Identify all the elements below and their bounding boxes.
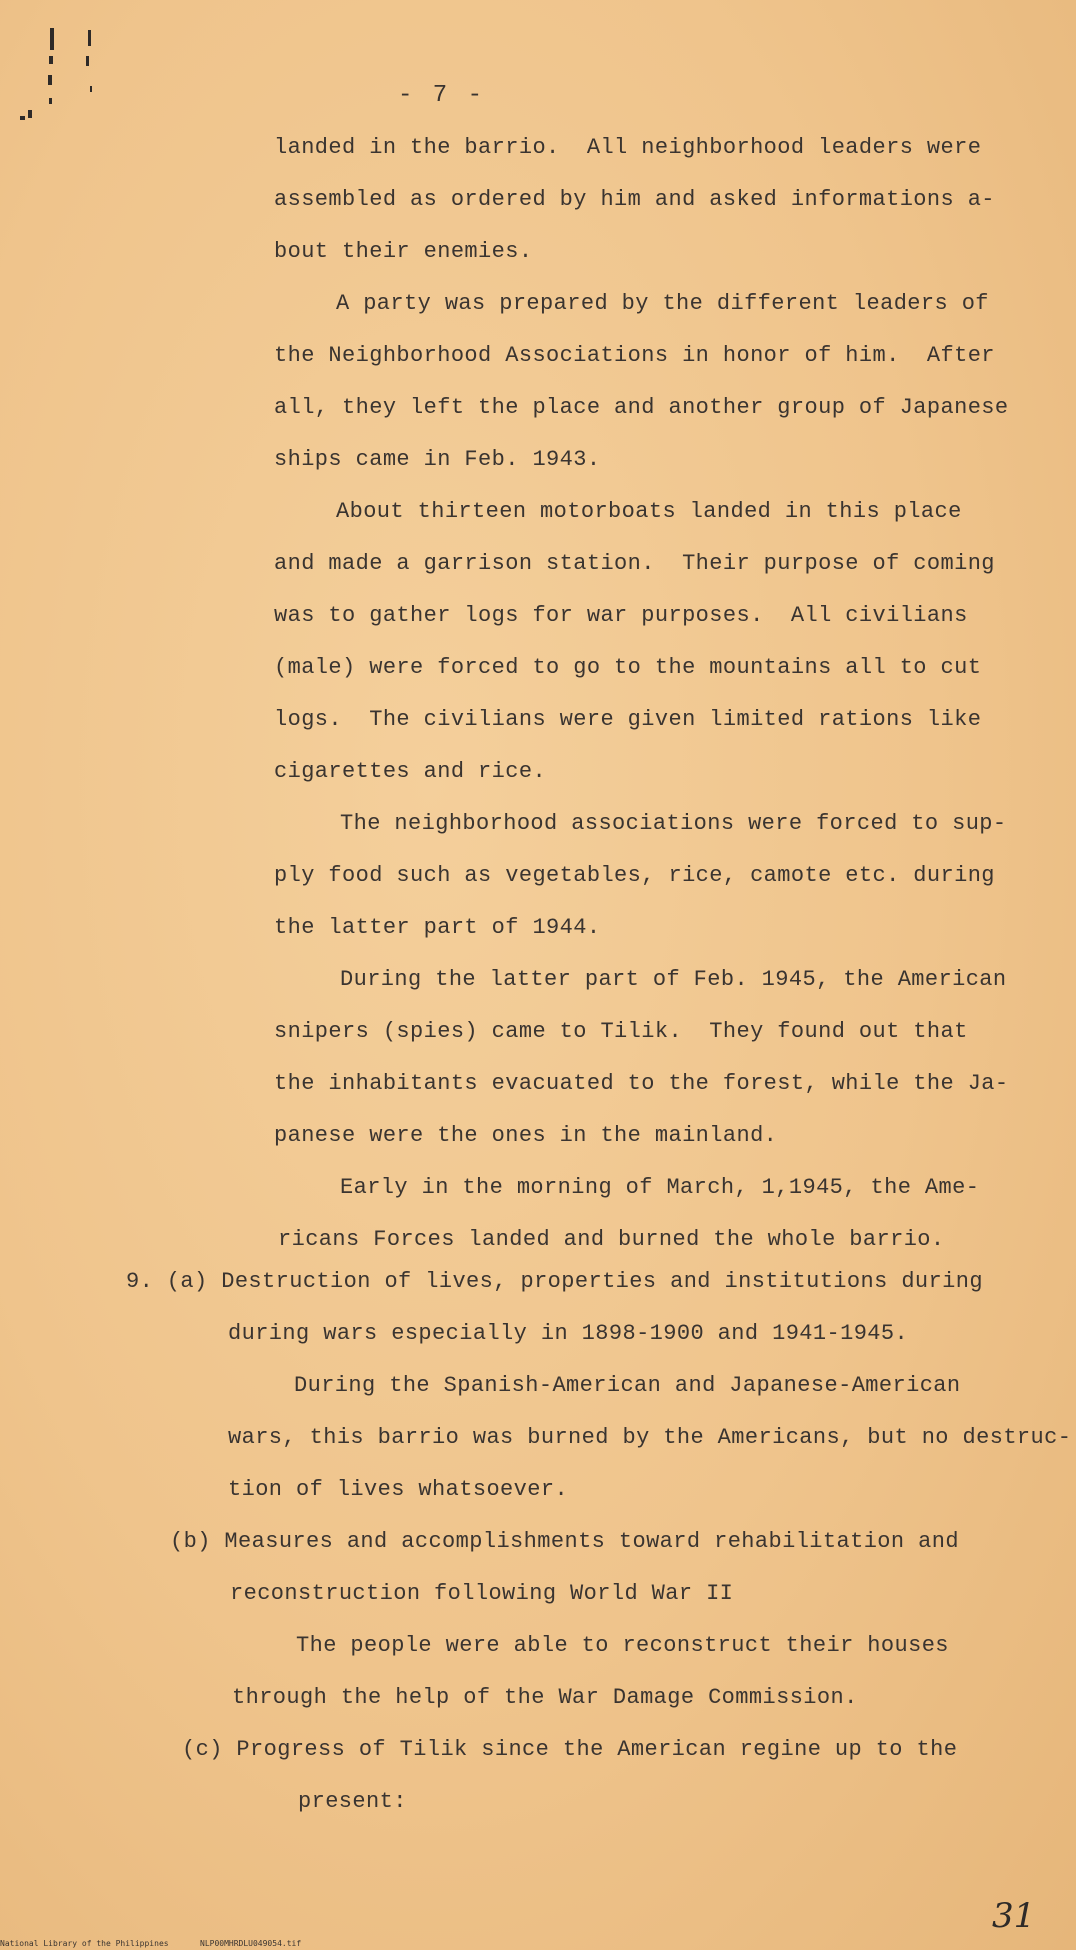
text-line: A party was prepared by the different leaders of (336, 291, 989, 316)
text-line: ply food such as vegetables, rice, camote etc. during (274, 863, 995, 888)
text-line: during wars especially in 1898-1900 and 1941-1945. (228, 1321, 909, 1346)
text-line: logs. The civilians were given limited rations like (274, 707, 982, 732)
footer-library-name: National Library of the Philippines (0, 1939, 169, 1948)
page-number: - 7 - (398, 82, 486, 109)
text-line: and made a garrison station. Their purpose of coming (274, 551, 995, 576)
text-line: through the help of the War Damage Commission. (232, 1685, 858, 1710)
text-line: bout their enemies. (274, 239, 533, 264)
text-line: reconstruction following World War II (230, 1581, 734, 1606)
text-line: wars, this barrio was burned by the Americans, but no destruc- (228, 1425, 1072, 1450)
text-line: ships came in Feb. 1943. (274, 447, 601, 472)
section-heading: (b) Measures and accomplishments toward rehabilitation and (170, 1529, 959, 1554)
text-line: present: (298, 1789, 407, 1814)
text-line: (male) were forced to go to the mountains all to cut (274, 655, 982, 680)
text-line: was to gather logs for war purposes. All civilians (274, 603, 968, 628)
text-line: During the latter part of Feb. 1945, the American (340, 967, 1007, 992)
footer-file-name: NLP00MHRDLU049054.tif (200, 1939, 302, 1948)
text-line: the inhabitants evacuated to the forest, while the Ja- (274, 1071, 1009, 1096)
margin-ink-marks (0, 20, 110, 170)
text-line: Early in the morning of March, 1,1945, the Ame- (340, 1175, 980, 1200)
text-line: The people were able to reconstruct their houses (296, 1633, 949, 1658)
section-heading: 9. (a) Destruction of lives, properties and institutions during (126, 1269, 983, 1294)
text-line: the latter part of 1944. (274, 915, 601, 940)
text-line: During the Spanish-American and Japanese-American (294, 1373, 961, 1398)
text-line: the Neighborhood Associations in honor of him. After (274, 343, 995, 368)
text-line: snipers (spies) came to Tilik. They found out that (274, 1019, 968, 1044)
text-line: ricans Forces landed and burned the whole barrio. (278, 1227, 945, 1252)
text-line: The neighborhood associations were forced to sup- (340, 811, 1007, 836)
section-heading: (c) Progress of Tilik since the American regine up to the (182, 1737, 958, 1762)
text-line: tion of lives whatsoever. (228, 1477, 569, 1502)
text-line: assembled as ordered by him and asked informations a- (274, 187, 995, 212)
text-line: landed in the barrio. All neighborhood leaders were (274, 135, 982, 160)
text-line: panese were the ones in the mainland. (274, 1123, 778, 1148)
text-line: About thirteen motorboats landed in this place (336, 499, 962, 524)
text-line: all, they left the place and another group of Japanese (274, 395, 1009, 420)
text-line: cigarettes and rice. (274, 759, 547, 784)
handwritten-page-mark: 31 (992, 1896, 1036, 1936)
